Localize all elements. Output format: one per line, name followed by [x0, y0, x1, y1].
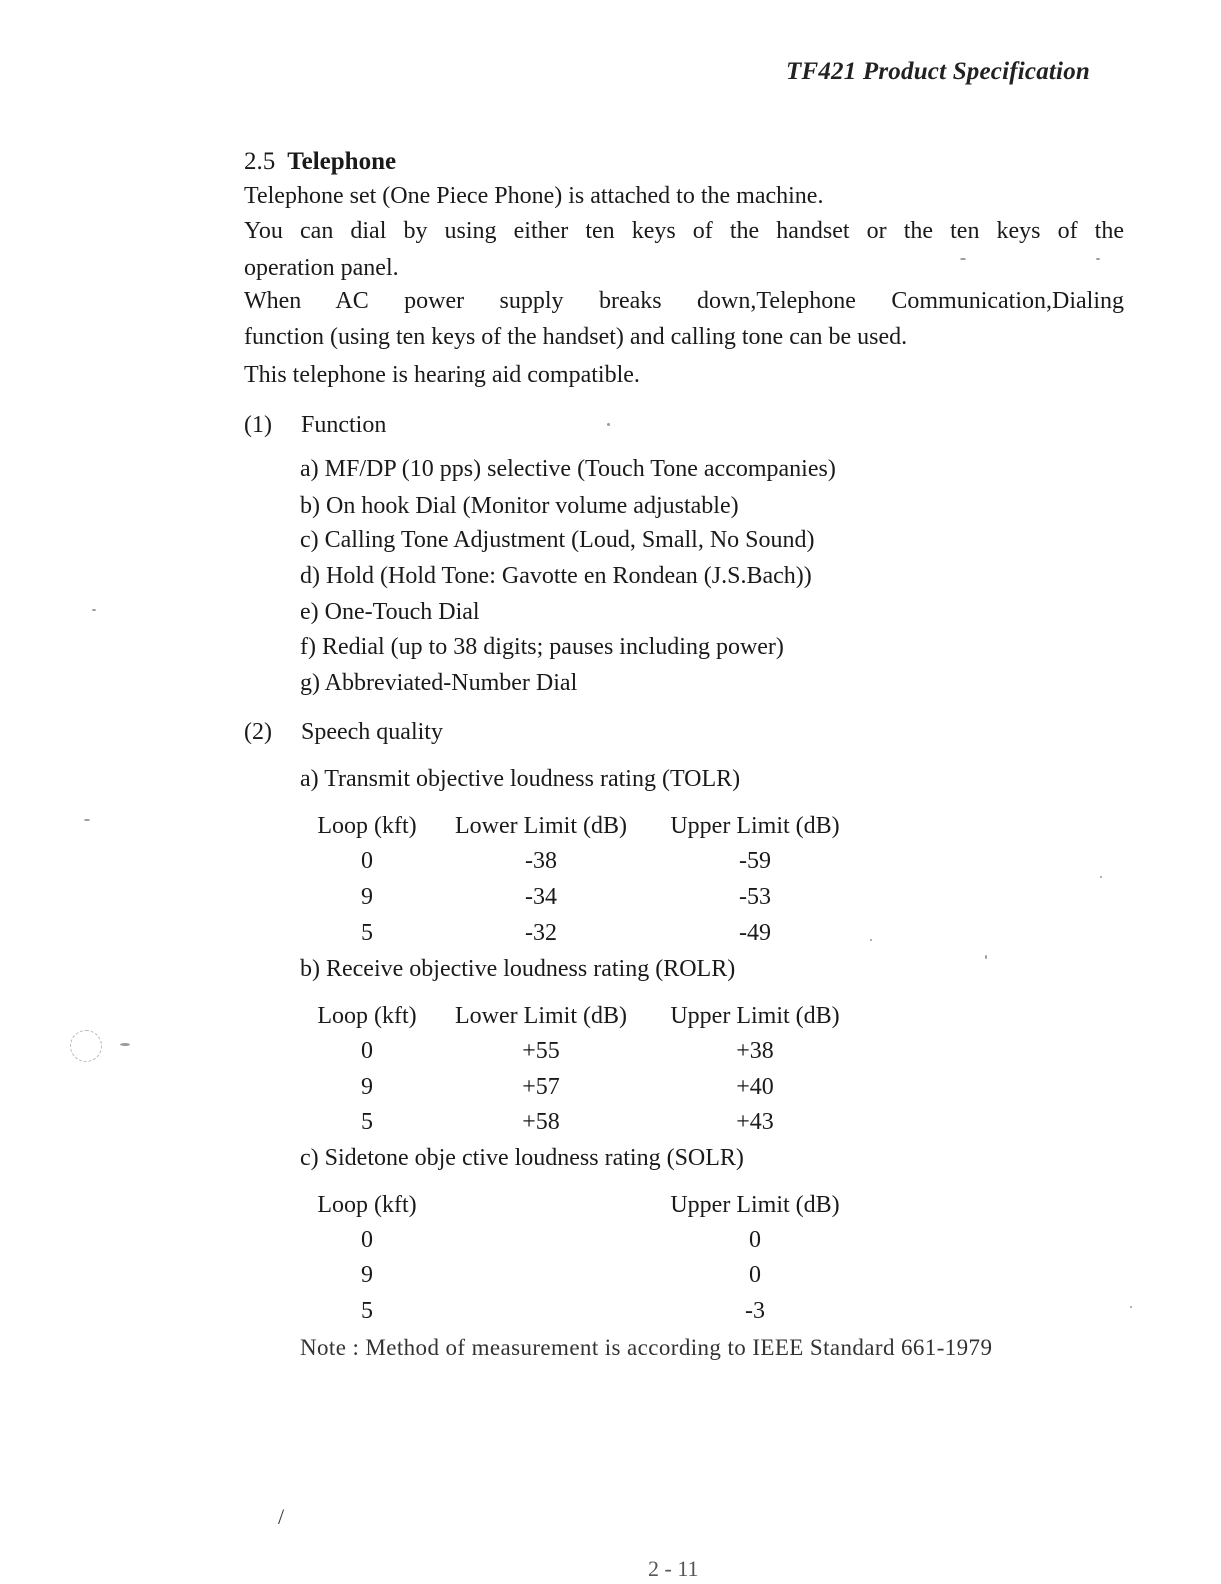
rolr-header-lower: Lower Limit (dB)	[455, 1003, 627, 1029]
tolr-cell-loop: 5	[361, 920, 373, 946]
scan-speck	[120, 1043, 130, 1046]
function-item: a) MF/DP (10 pps) selective (Touch Tone accompanies)	[300, 456, 836, 482]
rolr-cell-loop: 5	[361, 1109, 373, 1135]
function-heading	[244, 412, 386, 439]
scan-speck	[92, 609, 96, 611]
intro-line-3b: function (using ten keys of the handset) and calling tone can be used.	[244, 324, 908, 350]
tolr-cell-loop: 0	[361, 848, 373, 874]
tolr-title: a) Transmit objective loudness rating (TOLR)	[300, 766, 741, 792]
intro-line-3a: When AC power supply breaks down,Telephone Communication,Dialing	[244, 288, 1124, 314]
scan-speck	[985, 955, 987, 959]
tolr-header-upper: Upper Limit (dB)	[670, 813, 840, 839]
rolr-cell-upper: +43	[736, 1109, 774, 1135]
intro-line-2a: You can dial by using either ten keys of the handset or the ten keys of the	[244, 218, 1124, 244]
measurement-note: Note : Method of measurement is according to IEEE Standard 661-1979	[300, 1335, 993, 1360]
function-item: b) On hook Dial (Monitor volume adjustable)	[300, 493, 739, 519]
solr-header-loop: Loop (kft)	[317, 1192, 417, 1218]
rolr-header-upper: Upper Limit (dB)	[670, 1003, 840, 1029]
rolr-cell-upper: +40	[736, 1074, 774, 1100]
scan-speck	[960, 258, 966, 260]
solr-cell-upper: -3	[745, 1298, 765, 1324]
footer-mark: /	[278, 1504, 285, 1529]
solr-cell-loop: 9	[361, 1262, 373, 1288]
solr-header-upper: Upper Limit (dB)	[670, 1192, 840, 1218]
tolr-cell-lower: -34	[525, 884, 557, 910]
rolr-cell-upper: +38	[736, 1038, 774, 1064]
document-header-title: TF421 Product Specification	[786, 58, 1090, 85]
function-item: f) Redial (up to 38 digits; pauses including power)	[300, 634, 784, 660]
rolr-cell-lower: +57	[522, 1074, 560, 1100]
section-heading	[244, 148, 396, 176]
tolr-cell-upper: -49	[739, 920, 771, 946]
tolr-header-lower: Lower Limit (dB)	[455, 813, 627, 839]
rolr-header-loop: Loop (kft)	[317, 1003, 417, 1029]
scan-speck	[607, 423, 610, 426]
function-item: e) One-Touch Dial	[300, 599, 480, 625]
tolr-cell-lower: -38	[525, 848, 557, 874]
intro-line-4: This telephone is hearing aid compatible.	[244, 362, 640, 388]
intro-line-2b: operation panel.	[244, 255, 399, 281]
rolr-cell-lower: +58	[522, 1109, 560, 1135]
tolr-cell-upper: -53	[739, 884, 771, 910]
solr-cell-loop: 5	[361, 1298, 373, 1324]
tolr-cell-loop: 9	[361, 884, 373, 910]
scan-speck	[870, 939, 872, 941]
scan-speck	[1100, 876, 1102, 878]
solr-cell-upper: 0	[749, 1262, 761, 1288]
function-title: Function	[301, 412, 387, 438]
rolr-cell-loop: 0	[361, 1038, 373, 1064]
solr-cell-upper: 0	[749, 1227, 761, 1253]
tolr-header-loop: Loop (kft)	[317, 813, 417, 839]
scan-speck	[84, 819, 90, 821]
rolr-cell-loop: 9	[361, 1074, 373, 1100]
section-number: 2.5	[244, 148, 276, 175]
function-item: g) Abbreviated-Number Dial	[300, 670, 578, 696]
speech-quality-number: (2)	[244, 719, 272, 745]
tolr-cell-upper: -59	[739, 848, 771, 874]
solr-title: c) Sidetone obje ctive loudness rating (SOLR)	[300, 1145, 744, 1171]
scan-speck	[1096, 258, 1100, 260]
punch-hole-mark	[70, 1030, 102, 1062]
rolr-cell-lower: +55	[522, 1038, 560, 1064]
solr-cell-loop: 0	[361, 1227, 373, 1253]
page-number: 2 - 11	[648, 1556, 699, 1581]
rolr-title: b) Receive objective loudness rating (ROLR)	[300, 956, 736, 982]
function-item: d) Hold (Hold Tone: Gavotte en Rondean (J.S.Bach))	[300, 563, 812, 589]
intro-line-1: Telephone set (One Piece Phone) is attached to the machine.	[244, 183, 824, 209]
tolr-cell-lower: -32	[525, 920, 557, 946]
section-title: Telephone	[287, 148, 397, 175]
speech-quality-heading	[244, 719, 443, 746]
function-number: (1)	[244, 412, 272, 438]
speech-quality-title: Speech quality	[301, 719, 443, 745]
scan-speck	[1130, 1306, 1132, 1308]
function-item: c) Calling Tone Adjustment (Loud, Small, No Sound)	[300, 527, 815, 553]
